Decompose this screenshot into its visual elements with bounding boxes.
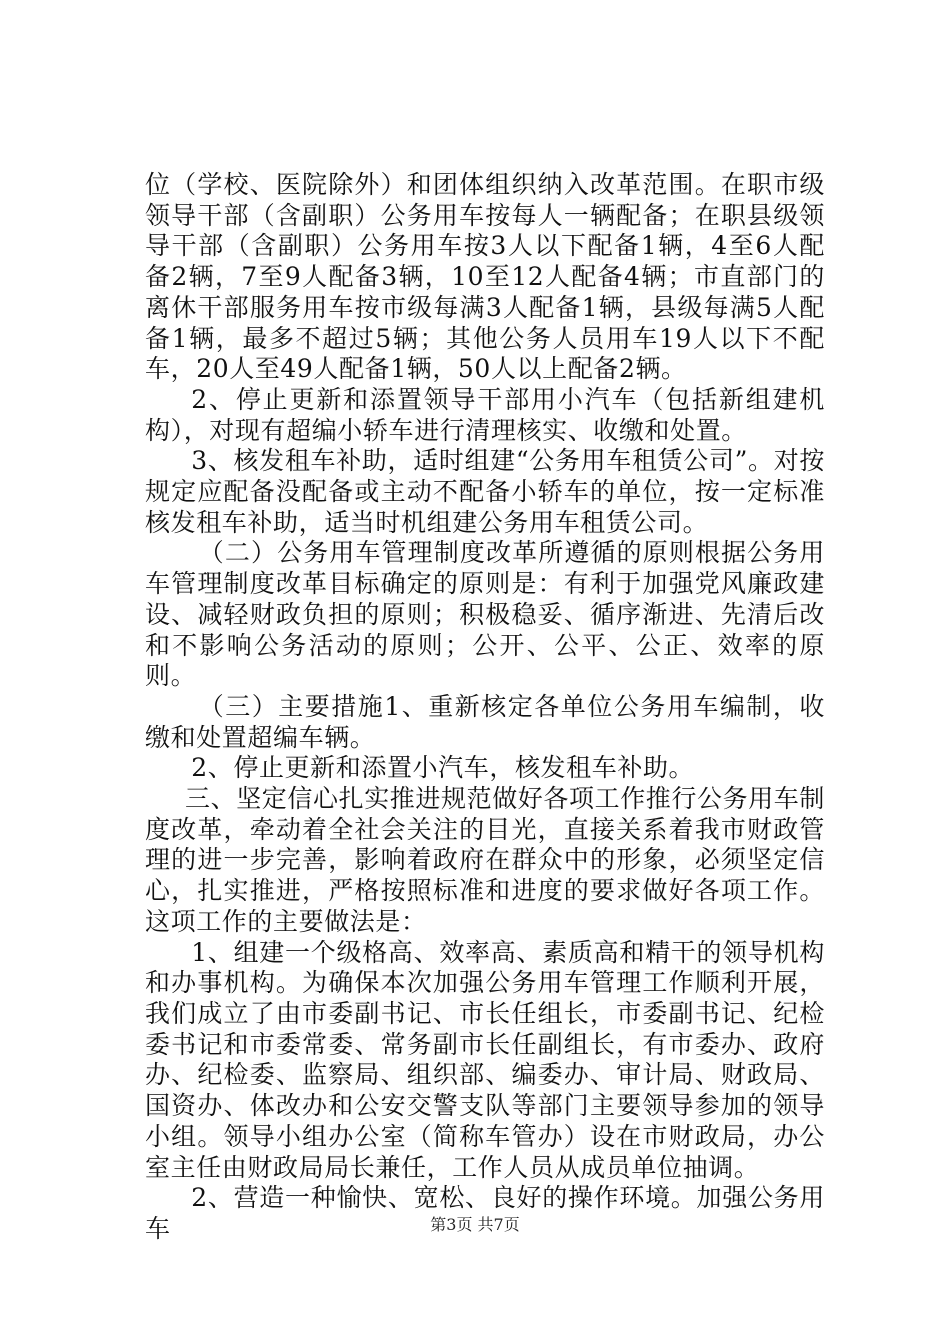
paragraph-stop-purchase: 2、停止更新和添置小汽车，核发租车补助。 — [191, 753, 695, 783]
paragraph-environment: 2、营造一种愉快、宽松、良好的操作环境。加强公务用车 — [145, 1183, 825, 1243]
paragraph-section-three: 三、坚定信心扎实推进规范做好各项工作推行公务用车制度改革，牵动着全社会关注的目光，直接关系着我市财政管理的进一步完善，影响着政府在群众中的形象，必须坚定信心，扎实推进，严格按照标准和进度的要求做好各项工作。这项工作的主要做法是： — [145, 784, 826, 936]
paragraph-stop-renewal: 2、停止更新和添置领导干部用小汽车（包括新组建机构），对现有超编小轿车进行清理核实、收缴和处置。 — [145, 384, 825, 445]
page-number-footer: 第3页 共7页 — [430, 1215, 520, 1234]
paragraph-principles: （二）公务用车管理制度改革所遵循的原则根据公务用车管理制度改革目标确定的原则是：有利于加强党风廉政建设、减轻财政负担的原则；积极稳妥、循序渐进、先清后改和不影响公务活动的原则；公开、公平、公正、效率的原则。 — [145, 538, 825, 691]
paragraph-rental-subsidy: 3、核发租车补助，适时组建“公务用车租赁公司”。对按规定应配备没配备或主动不配备小轿车的单位，按一定标准核发租车补助，适当时机组建公务用车租赁公司。 — [145, 446, 825, 537]
document-body — [145, 170, 825, 1245]
paragraph-scope-continuation: 位（学校、医院除外）和团体组织纳入改革范围。在职市级领导干部（含副职）公务用车按每人一辆配备；在职县级领导干部（含副职）公务用车按3人以下配备1辆，4至6人配备2辆，7至9人配备3辆，10至12人配备4辆；市直部门的离休干部服务用车按市级每满3人配备1辆，县级每满5人配备1辆，最多不超过5辆；其他公务人员用车19人以下不配车，20人至49人配备1辆，50人以上配备2辆。 — [145, 170, 825, 384]
paragraph-main-measures: （三）主要措施1、重新核定各单位公务用车编制，收缴和处置超编车辆。 — [145, 691, 825, 752]
paragraph-leadership-body: 1、组建一个级格高、效率高、素质高和精干的领导机构和办事机构。为确保本次加强公务用车管理工作顺利开展，我们成立了由市委副书记、市长任组长，市委副书记、纪检委书记和市委常委、常务副市长任副组长，有市委办、政府办、纪检委、监察局、组织部、编委办、审计局、财政局、国资办、体改办和公安交警支队等部门主要领导参加的领导小组。领导小组办公室（简称车管办）设在市财政局，办公室主任由财政局局长兼任，工作人员从成员单位抽调。 — [145, 937, 825, 1182]
